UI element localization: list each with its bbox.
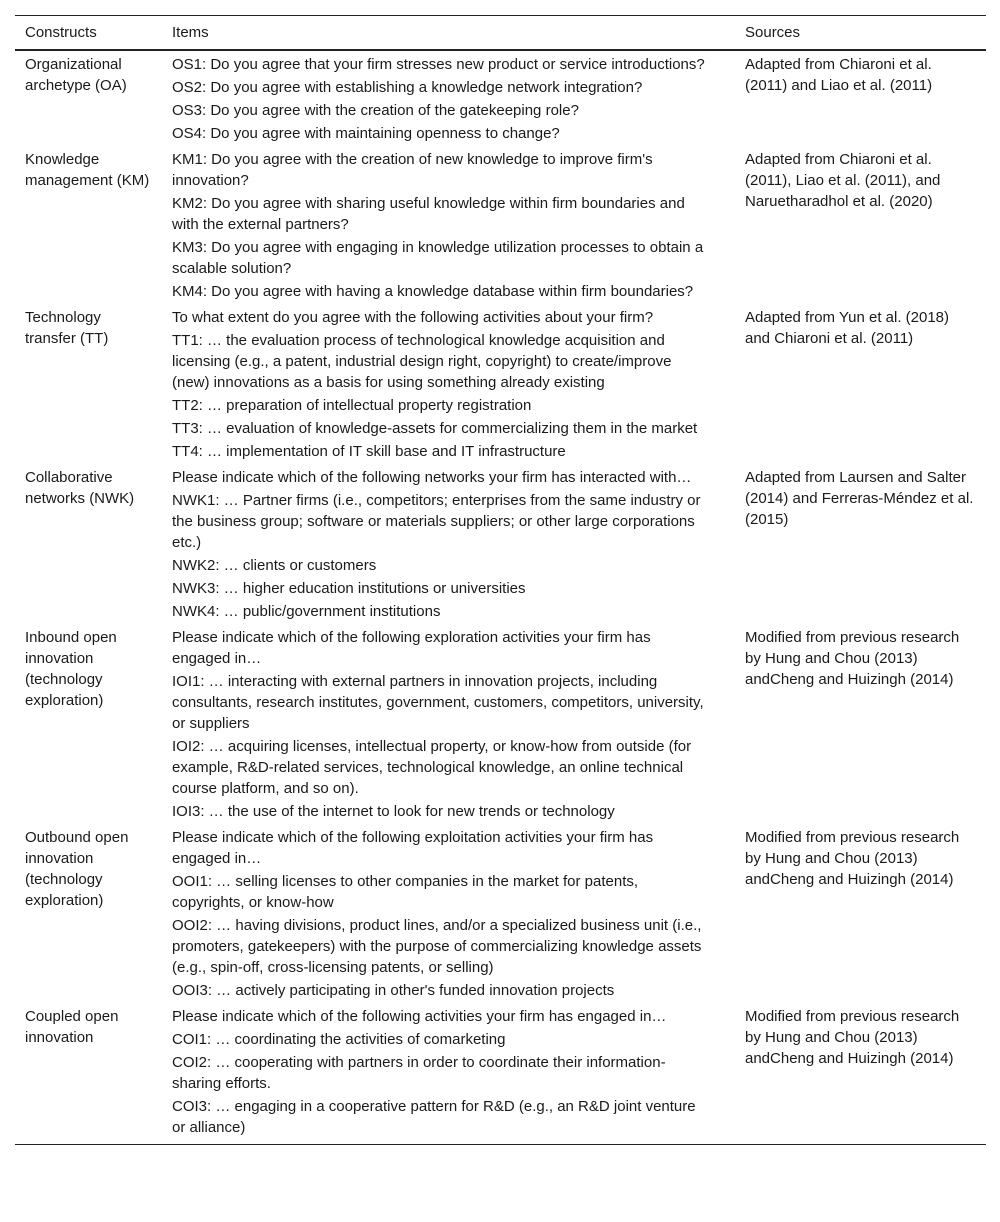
construct-label: Coupled open innovation [25,1008,119,1046]
header-sources: Sources [735,16,986,51]
construct-cell [15,146,162,304]
source-text: Adapted from Chiaroni et al. (2011) and Liao et al. (2011) [745,56,933,94]
source-cell [735,624,986,824]
survey-item: TT2: … preparation of intellectual property registration [172,397,532,414]
survey-item: OS4: Do you agree with maintaining openness to change? [172,125,560,142]
header-items: Items [162,16,735,51]
table-row [15,824,986,1003]
construct-cell [15,304,162,464]
header-constructs: Constructs [15,16,162,51]
source-cell [735,50,986,146]
survey-item: COI3: … engaging in a cooperative pattern for R&D (e.g., an R&D joint venture or alliance) [172,1098,696,1136]
measurement-table-container [15,15,986,1145]
survey-item: Please indicate which of the following networks your firm has interacted with… [172,469,692,486]
survey-item: OOI3: … actively participating in other's funded innovation projects [172,982,615,999]
survey-item: TT4: … implementation of IT skill base and IT infrastructure [172,443,566,460]
construct-label: Inbound open innovation (technology exploration) [25,629,117,709]
construct-cell [15,1003,162,1145]
source-cell [735,464,986,624]
survey-item: NWK4: … public/government institutions [172,603,441,620]
table-row [15,304,986,464]
survey-item: TT1: … the evaluation process of technological knowledge acquisition and licensing (e.g., a patent, industrial design right, copyright) to create/improve (new) innovations as a basis for using something already existing [172,332,672,391]
survey-item: IOI3: … the use of the internet to look for new trends or technology [172,803,615,820]
survey-item: KM4: Do you agree with having a knowledge database within firm boundaries? [172,283,694,300]
table-header [15,16,986,51]
table-row [15,146,986,304]
source-text: Adapted from Yun et al. (2018) and Chiaroni et al. (2011) [745,309,950,347]
source-text: Modified from previous research by Hung and Chou (2013) andCheng and Huizingh (2014) [745,829,960,888]
items-cell [162,304,735,464]
survey-item: NWK2: … clients or customers [172,557,377,574]
source-cell [735,146,986,304]
source-cell [735,824,986,1003]
table-row [15,1003,986,1145]
survey-item: OS2: Do you agree with establishing a knowledge network integration? [172,79,643,96]
construct-label: Technology transfer (TT) [25,309,109,347]
source-text: Modified from previous research by Hung and Chou (2013) andCheng and Huizingh (2014) [745,629,960,688]
survey-item: Please indicate which of the following exploitation activities your firm has engaged in… [172,829,654,867]
survey-item: NWK1: … Partner firms (i.e., competitors; enterprises from the same industry or the business group; software or materials suppliers; or other large corporations etc.) [172,492,701,551]
construct-cell [15,464,162,624]
survey-item: KM3: Do you agree with engaging in knowledge utilization processes to obtain a scalable solution? [172,239,704,277]
table-row [15,464,986,624]
survey-item: OOI2: … having divisions, product lines, and/or a specialized business unit (i.e., promoters, gatekeepers) with the purpose of commercializing knowledge assets (e.g., spin-off, cross-licensing patents, or selling) [172,917,702,976]
survey-item: COI1: … coordinating the activities of comarketing [172,1031,506,1048]
construct-label: Knowledge management (KM) [25,151,150,189]
survey-item: KM1: Do you agree with the creation of new knowledge to improve firm's innovation? [172,151,653,189]
table-row [15,624,986,824]
survey-item: TT3: … evaluation of knowledge-assets for commercializing them in the market [172,420,698,437]
items-cell [162,50,735,146]
source-text: Adapted from Laursen and Salter (2014) and Ferreras-Méndez et al. (2015) [745,469,974,528]
survey-item: OOI1: … selling licenses to other companies in the market for patents, copyrights, or know-how [172,873,639,911]
items-cell [162,1003,735,1145]
survey-item: Please indicate which of the following activities your firm has engaged in… [172,1008,667,1025]
survey-item: IOI2: … acquiring licenses, intellectual property, or know-how from outside (for example, R&D-related services, technological knowledge, an online technical course platform, and so on). [172,738,692,797]
items-cell [162,824,735,1003]
table-body [15,50,986,1145]
survey-item: IOI1: … interacting with external partners in innovation projects, including consultants, research institutes, government, customers, competitors, university, or suppliers [172,673,704,732]
construct-label: Collaborative networks (NWK) [25,469,135,507]
construct-label: Outbound open innovation (technology exploration) [25,829,129,909]
survey-item: To what extent do you agree with the following activities about your firm? [172,309,654,326]
items-cell [162,146,735,304]
construct-cell [15,50,162,146]
items-cell [162,624,735,824]
construct-label: Organizational archetype (OA) [25,56,127,94]
table-row [15,50,986,146]
construct-cell [15,824,162,1003]
header-row [15,16,986,51]
survey-item: OS1: Do you agree that your firm stresses new product or service introductions? [172,56,705,73]
survey-item: OS3: Do you agree with the creation of the gatekeeping role? [172,102,579,119]
source-cell [735,1003,986,1145]
survey-item: NWK3: … higher education institutions or universities [172,580,526,597]
source-cell [735,304,986,464]
source-text: Adapted from Chiaroni et al. (2011), Liao et al. (2011), and Naruetharadhol et al. (2020) [745,151,941,210]
survey-item: Please indicate which of the following exploration activities your firm has engaged in… [172,629,651,667]
items-cell [162,464,735,624]
survey-item: KM2: Do you agree with sharing useful knowledge within firm boundaries and with the external partners? [172,195,685,233]
construct-cell [15,624,162,824]
measurement-items-table [15,15,986,1145]
survey-item: COI2: … cooperating with partners in order to coordinate their information-sharing efforts. [172,1054,666,1092]
source-text: Modified from previous research by Hung and Chou (2013) andCheng and Huizingh (2014) [745,1008,960,1067]
